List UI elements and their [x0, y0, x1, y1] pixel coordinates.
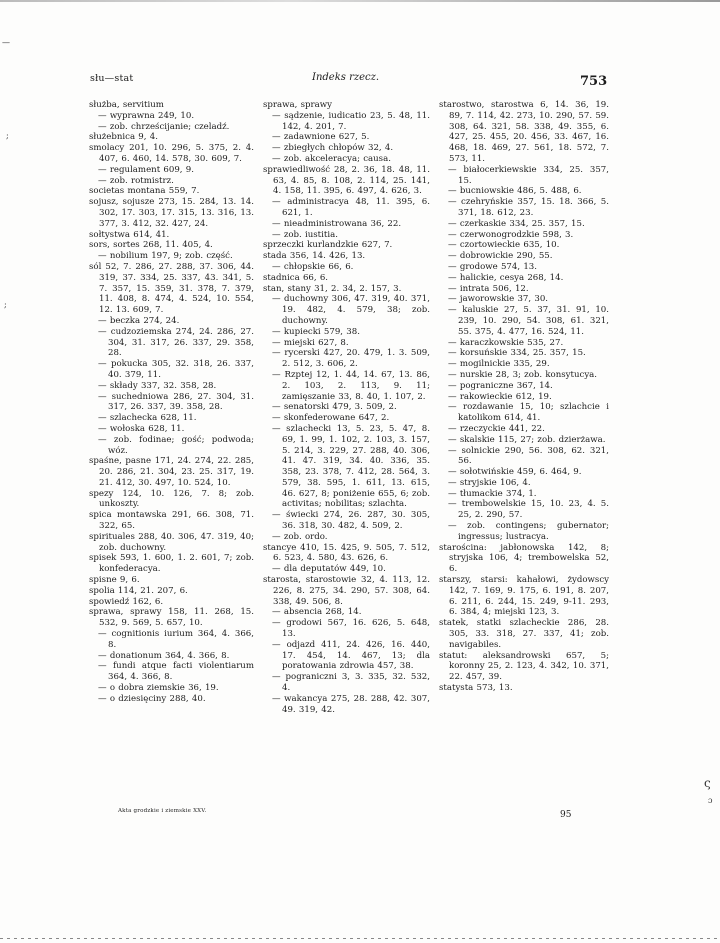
index-subentry: — mogilnickie 335, 29.: [448, 359, 550, 370]
index-entry: sors, sortes 268, 11. 405, 4.: [89, 240, 213, 251]
margin-mark: ;: [4, 300, 7, 309]
index-entry: statysta 573, 13.: [439, 683, 513, 694]
index-subentry: — nobilium 197, 9; zob. część.: [98, 251, 233, 262]
index-subentry: — odjazd 411, 24. 426, 16. 440, 17. 454, 14. 467, 13; dla poratowania zdrowia 457, 38.: [272, 639, 430, 672]
index-entry: sprawa, sprawy: [263, 100, 332, 110]
index-subentry: — korsuńskie 334, 25. 357, 15.: [448, 348, 586, 359]
index-subentry: — o dobra ziemskie 36, 19.: [98, 683, 219, 694]
margin-mark: ς: [704, 776, 711, 790]
index-subentry: — czortowieckie 635, 10.: [448, 240, 560, 251]
index-subentry: — sądzenie, iudicatio 23, 5. 48, 11. 142, 4. 201, 7.: [272, 110, 430, 132]
index-subentry: — świecki 274, 26. 287, 30. 305, 36. 318, 30. 482, 4. 509, 2.: [272, 510, 430, 532]
index-subentry: — zob. rotmistrz.: [98, 175, 174, 186]
index-subentry: — pograniczni 3, 3. 335, 32. 532, 4.: [272, 672, 430, 694]
index-entry: starościna: jabłonowska 142, 8; stryjska 106, 4; trembowelska 52, 6.: [439, 542, 609, 575]
index-entry: smolacy 201, 10. 296, 5. 375, 2. 4. 407, 6. 460, 14. 578, 30. 609, 7.: [89, 143, 254, 164]
index-entry: starostwo, starostwa 6, 14. 36, 19. 89, 7. 114, 42. 273, 10. 290, 57. 59. 308, 64. 321, 58. 338, 49. 355, 6. 427, 25. 455, 20. 456, 33. 467, 16. 468, 18. 469, 27. 561, 18. 572, 7. 573, 11.: [439, 100, 609, 164]
index-entry: spaśne, pasne 171, 24. 274, 22. 285, 20. 286, 21. 304, 23. 25. 317, 19. 21. 412, 30. 497, 10. 524, 10.: [89, 456, 254, 488]
index-subentry: — intrata 506, 12.: [448, 283, 529, 294]
gathering-signature: 95: [560, 810, 572, 820]
index-entry: spezy 124, 10. 126, 7. 8; zob. unkoszty.: [89, 488, 254, 510]
index-subentry: — rozdawanie 15, 10; szlachcie i katolikom 614, 41.: [448, 402, 609, 424]
index-subentry: — senatorski 479, 3. 509, 2.: [272, 402, 397, 413]
index-entry: spica montawska 291, 66. 308, 71. 322, 65.: [89, 510, 254, 532]
index-subentry: — skonfederowane 647, 2.: [272, 413, 390, 424]
index-subentry: — czerwonogrodzkie 598, 3.: [448, 229, 574, 240]
index-subentry: — miejski 627, 8.: [272, 337, 349, 348]
index-entry: statek, statki szlacheckie 286, 28. 305, 33. 318, 27. 337, 41; zob. navigabiles.: [439, 618, 609, 650]
index-entry: stadnica 66, 6.: [263, 272, 329, 283]
index-subentry: — administracya 48, 11. 395, 6. 621, 1.: [272, 197, 430, 218]
index-entry: starszy, starsi: kahałowi, żydowscy 142, 7. 169, 9. 175, 6. 191, 8. 207, 6. 211, 6. 244, 15. 249, 9-11. 293, 6. 384, 4; miejski 123, 3.: [439, 575, 609, 618]
index-entry: sprawiedliwość 28, 2. 36, 18. 48, 11. 63, 4. 85, 8. 108, 2. 114, 25. 141, 4. 158, 11. 395, 6. 497, 4. 626, 3.: [263, 164, 430, 197]
index-entry: spolia 114, 21. 207, 6.: [89, 585, 188, 596]
index-entry: starosta, starostowie 32, 4. 113, 12. 226, 8. 275, 34. 290, 57. 308, 64. 338, 49. 506, 8.: [263, 575, 430, 607]
index-entry: societas montana 559, 7.: [89, 186, 200, 197]
index-subentry: — absencia 268, 14.: [272, 607, 362, 618]
index-column-3: [439, 100, 609, 694]
index-subentry: — fundi atque facti violentiarum 364, 4. 366, 8.: [98, 661, 254, 683]
index-entry: sprawa, sprawy 158, 11. 268, 15. 532, 9. 569, 5. 657, 10.: [89, 607, 254, 629]
index-subentry: — trembowelskie 15, 10. 23, 4. 5. 25, 2. 290, 57.: [448, 499, 609, 521]
index-subentry: — donationum 364, 4. 366, 8.: [98, 650, 230, 661]
index-column-2: [263, 100, 430, 715]
index-subentry: — regulament 609, 9.: [98, 164, 194, 175]
bottom-edge-rule: [0, 938, 720, 939]
index-subentry: — rycerski 427, 20. 479, 1. 3. 509, 2. 512, 3. 606, 2.: [272, 348, 430, 370]
index-subentry: — dobrowickie 290, 55.: [448, 251, 553, 262]
index-entry: sprzeczki kurlandzkie 627, 7.: [263, 240, 393, 251]
index-subentry: — jaworowskie 37, 30.: [448, 294, 549, 305]
index-subentry: — duchowny 306, 47. 319, 40. 371, 19. 482, 4. 579, 38; zob. duchowny.: [272, 294, 430, 326]
index-subentry: — o dziesięciny 288, 40.: [98, 693, 206, 704]
index-subentry: — zob. fodinae; gość; podwoda; wóz.: [98, 434, 254, 456]
index-subentry: — nurskie 28, 3; zob. konsytucya.: [448, 369, 598, 380]
index-subentry: — szlachecki 13, 5. 23, 5. 47, 8. 69, 1. 99, 1. 102, 2. 103, 3. 157, 5. 214, 3. 229, 27. 288, 40. 306, 41. 47. 319, 34. 40. 336, 35. 358, 23. 378, 7. 412, 28. 564, 3. 579, 38. 595, 1. 611, 13. 615, 46. 627, 8; poniżenie 655, 6; zob. activitas; nobilitas; szlachta.: [272, 423, 430, 510]
index-entry: stan, stany 31, 2. 34, 2. 157, 3.: [263, 283, 402, 294]
index-subentry: — kupiecki 579, 38.: [272, 326, 360, 337]
running-head-title: Indeks rzecz.: [312, 72, 380, 83]
index-subentry: — składy 337, 32. 358, 28.: [98, 380, 217, 391]
index-subentry: — bucniowskie 486, 5. 488, 6.: [448, 186, 582, 197]
index-entry: służba, servitium: [89, 100, 164, 110]
index-subentry: — zbiegłych chłopów 32, 4.: [272, 143, 394, 154]
page-number: 753: [580, 74, 608, 89]
index-subentry: — Rzptej 12, 1. 44, 14. 67, 13. 86, 2. 103, 2. 113, 9. 11; zamięszanie 33, 8. 40, 1. 107, 2.: [272, 369, 430, 402]
index-subentry: — kaluskie 27, 5. 37, 31. 91, 10. 239, 10. 290, 54. 308, 61. 321, 55. 375, 4. 477, 16. 524, 11.: [448, 305, 609, 337]
index-subentry: — skalskie 115, 27; zob. dzierżawa.: [448, 434, 606, 445]
printer-signature-note: Akta grodzkie i ziemskie XXV.: [118, 808, 207, 814]
index-subentry: — czerkaskie 334, 25. 357, 15.: [448, 218, 585, 229]
index-subentry: — pokucka 305, 32. 318, 26. 337, 40. 379, 11.: [98, 359, 254, 380]
index-subentry: — tłumackie 374, 1.: [448, 488, 537, 499]
index-subentry: — solnickie 290, 56. 308, 62. 321, 56.: [448, 445, 609, 467]
index-entry: sojusz, sojusze 273, 15. 284, 13. 14. 302, 17. 303, 17. 315, 13. 316, 13. 377, 3. 412, 32. 427, 24.: [89, 197, 254, 229]
index-entry: stancye 410, 15. 425, 9. 505, 7. 512, 6. 523, 4. 580, 43. 626, 6.: [263, 542, 430, 564]
index-subentry: — zadawnione 627, 5.: [272, 132, 370, 143]
index-subentry: — czehryńskie 357, 15. 18. 366, 5. 371, 18. 612, 23.: [448, 197, 609, 218]
running-head-range: słu—stat: [90, 73, 134, 84]
index-column-1: [89, 100, 254, 705]
index-subentry: — halickie, cesya 268, 14.: [448, 272, 564, 283]
index-subentry: — cognitionis iurium 364, 4. 366, 8.: [98, 629, 254, 650]
index-subentry: — stryjskie 106, 4.: [448, 477, 531, 488]
index-subentry: — pograniczne 367, 14.: [448, 380, 553, 391]
margin-mark: —: [2, 38, 10, 47]
margin-mark: ;: [6, 131, 9, 140]
index-entry: służebnica 9, 4.: [89, 132, 158, 143]
index-subentry: — sołotwińskie 459, 6. 464, 9.: [448, 467, 582, 478]
index-subentry: — zob. iustitia.: [272, 229, 338, 240]
index-entry: stada 356, 14. 426, 13.: [263, 251, 366, 262]
index-entry: spisne 9, 6.: [89, 575, 140, 586]
index-subentry: — chłopskie 66, 6.: [272, 261, 354, 272]
margin-mark: ɔ: [708, 796, 713, 805]
index-entry: sól 52, 7. 286, 27. 288, 37. 306, 44. 319, 37. 334, 25. 337, 43. 341, 5. 7. 357, 15. 359, 31. 378, 7. 379, 11. 408, 8. 474, 4. 524, 10. 554, 12. 13. 609, 7.: [89, 261, 254, 316]
index-subentry: — nieadministrowana 36, 22.: [272, 218, 402, 229]
index-subentry: — rzeczyckie 441, 22.: [448, 423, 545, 434]
index-subentry: — dla deputatów 449, 10.: [272, 564, 386, 575]
index-subentry: — zob. akceleracya; causa.: [272, 153, 391, 164]
index-entry: statut: aleksandrowski 657, 5; koronny 25, 2. 123, 4. 342, 10. 371, 22. 457, 39.: [439, 650, 609, 683]
index-subentry: — suchedniowa 286, 27. 304, 31. 317, 26. 337, 39. 358, 28.: [98, 391, 254, 413]
index-subentry: — wakancya 275, 28. 288, 42. 307, 49. 319, 42.: [272, 693, 430, 715]
index-subentry: — grodowi 567, 16. 626, 5. 648, 13.: [272, 618, 430, 640]
index-subentry: — beczka 274, 24.: [98, 315, 180, 326]
index-entry: spisek 593, 1. 600, 1. 2. 601, 7; zob. konfederacya.: [89, 553, 254, 575]
index-subentry: — szlachecka 628, 11.: [98, 413, 197, 424]
index-subentry: — cudzoziemska 274, 24. 286, 27. 304, 31. 317, 26. 337, 29. 358, 28.: [98, 326, 254, 359]
index-subentry: — zob. contingens; gubernator; ingressus; lustracya.: [448, 521, 609, 542]
index-subentry: — rakowieckie 612, 19.: [448, 391, 552, 402]
index-subentry: — grodowe 574, 13.: [448, 261, 537, 272]
index-subentry: — białocerkiewskie 334, 25. 357, 15.: [448, 164, 609, 186]
index-subentry: — wyprawna 249, 10.: [98, 110, 195, 121]
index-subentry: — zob. ordo.: [272, 531, 328, 542]
index-subentry: — wołoska 628, 11.: [98, 423, 185, 434]
top-edge-rule: [0, 0, 720, 2]
index-entry: spirituales 288, 40. 306, 47. 319, 40; zob. duchowny.: [89, 531, 254, 553]
index-subentry: — zob. chrześcijanie; czeladź.: [98, 121, 230, 132]
index-subentry: — karaczkowskie 535, 27.: [448, 337, 564, 348]
index-entry: spowiedź 162, 6.: [89, 596, 164, 607]
index-entry: sołtystwa 614, 41.: [89, 229, 170, 240]
